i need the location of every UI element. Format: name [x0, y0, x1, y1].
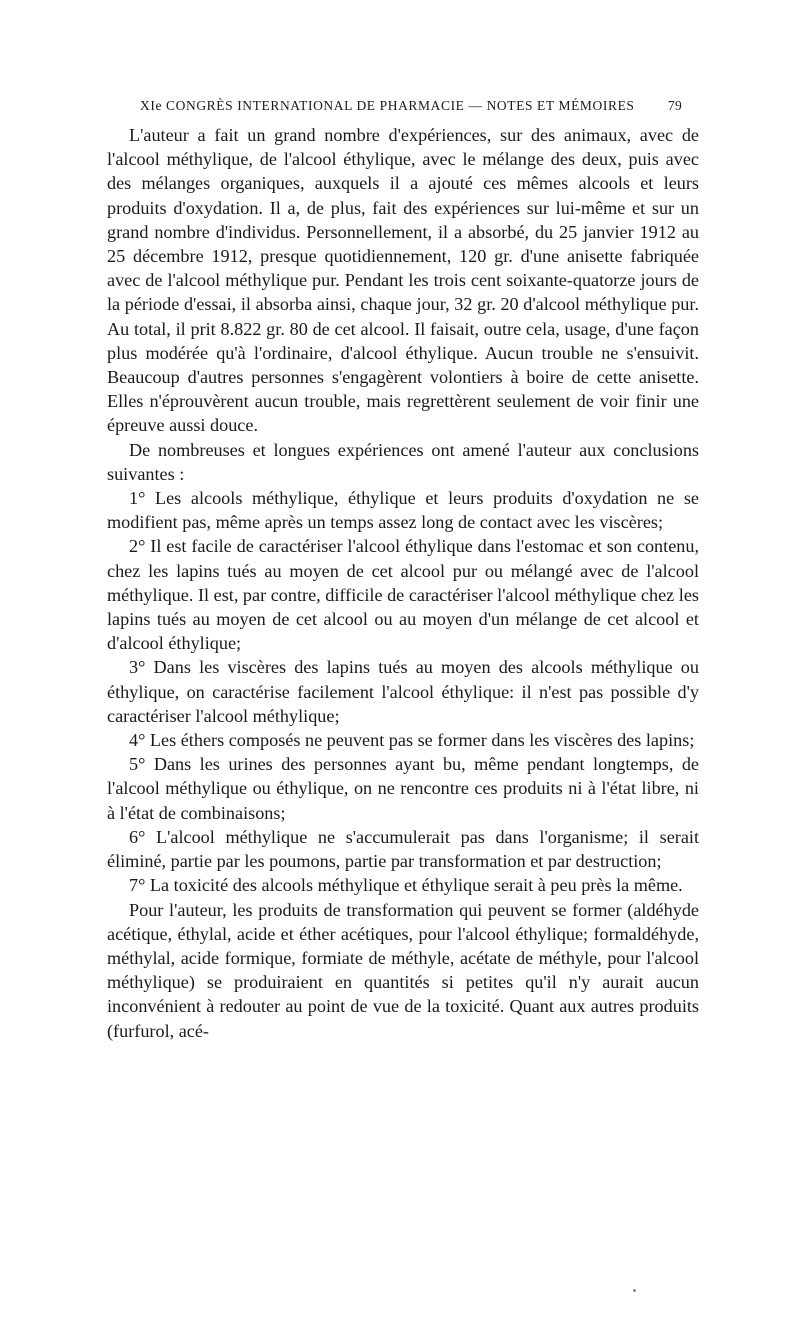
paragraph-experiments: L'auteur a fait un grand nombre d'expériences, sur des animaux, avec de l'alcool méthylique, de l'alcool éthylique, avec le mélange des deux, puis avec des mélanges organiques, auxquels il a ajouté ces mêmes alcools et leurs produits d'oxydation. Il a, de plus, fait des expériences sur lui-même et sur un grand nombre d'individus. Personnellement, il a absorbé, du 25 janvier 1912 au 25 décembre 1912, presque quotidiennement, 120 gr. d'une anisette fabriquée avec de l'alcool méthylique pur. Pendant les trois cent soixante-quatorze jours de la période d'essai, il absorba ainsi, chaque jour, 32 gr. 20 d'alcool méthylique pur. Au total, il prit 8.822 gr. 80 de cet alcool. Il faisait, outre cela, usage, d'une façon plus modérée qu'à l'ordinaire, d'alcool éthylique. Aucun trouble ne s'ensuivit. Beaucoup d'autres personnes s'engagèrent volontiers à boire de cette anisette. Elles n'éprouvèrent aucun trouble, mais regrettèrent seulement de voir finir une épreuve aussi douce.: [107, 125, 699, 436]
running-header: [140, 98, 682, 118]
conclusion-item-3: 3° Dans les viscères des lapins tués au moyen des alcools méthylique ou éthylique, on caractérise facilement l'alcool éthylique: il n'est pas possible d'y caractériser l'alcool méthylique;: [107, 657, 699, 726]
conclusion-item-5: 5° Dans les urines des personnes ayant bu, même pendant longtemps, de l'alcool méthylique ou éthylique, on ne rencontre ces produits ni à l'état libre, ni à l'état de combinaisons;: [107, 754, 699, 823]
conclusion-item-7: 7° La toxicité des alcools méthylique et éthylique serait à peu près la même.: [129, 875, 683, 896]
paragraph-conclusions-intro: De nombreuses et longues expériences ont amené l'auteur aux conclusions suivantes :: [107, 439, 699, 484]
body-text: [107, 123, 699, 1043]
conclusion-item-6: 6° L'alcool méthylique ne s'accumulerait pas dans l'organisme; il serait éliminé, partie par les poumons, partie par transformation et par destruction;: [107, 826, 699, 872]
conclusion-item-4: 4° Les éthers composés ne peuvent pas se former dans les viscères des lapins;: [129, 730, 695, 751]
running-header-title: XIe CONGRÈS INTERNATIONAL DE PHARMACIE — NOTES ET MÉMOIRES: [140, 98, 635, 113]
paragraph-transformation-products: Pour l'auteur, les produits de transformation qui peuvent se former (aldéhyde acétique, éthylal, acide et éther acétiques, pour l'alcool éthylique; formaldéhyde, méthylal, acide formique, formiate de méthyle, acétate de méthyle, pour l'alcool méthylique) se produiraient en quantités si petites qu'il n'y aurait aucun inconvénient à redouter au point de vue de la toxicité. Quant aux autres produits (furfurol, acé-: [107, 899, 699, 1041]
paper-speck: [633, 1289, 636, 1292]
conclusion-item-2: 2° Il est facile de caractériser l'alcool éthylique dans l'estomac et son contenu, chez les lapins tués au moyen de cet alcool pur ou mélangé avec de l'alcool méthylique. Il est, par contre, difficile de caractériser l'alcool méthylique chez les lapins tués au moyen de cet alcool ou au moyen d'un mélange de cet alcool et d'alcool éthylique;: [107, 536, 699, 654]
page-number: 79: [667, 98, 682, 113]
conclusion-item-1: 1° Les alcools méthylique, éthylique et leurs produits d'oxydation ne se modifient pas, même après un temps assez long de contact avec les viscères;: [107, 488, 699, 533]
